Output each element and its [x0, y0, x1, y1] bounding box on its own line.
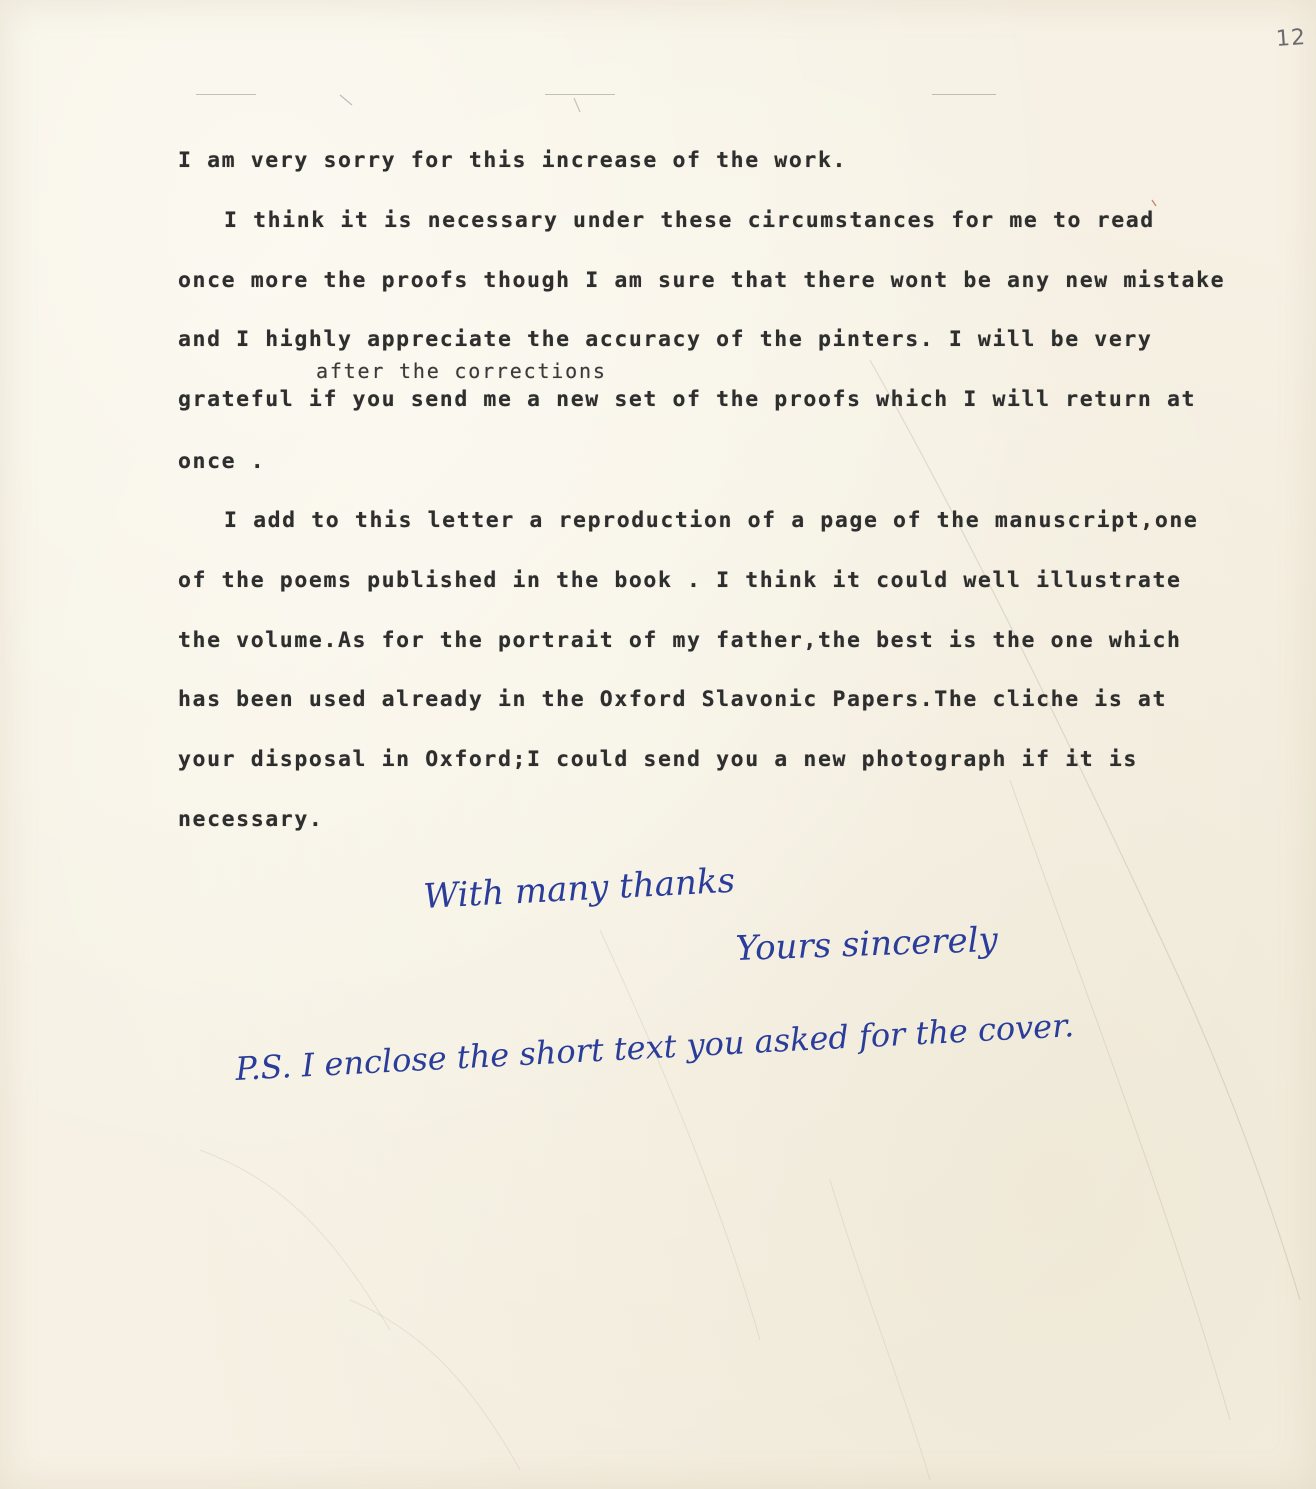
typed-line: I think it is necessary under these circumstances for me to read — [224, 208, 1155, 233]
handwritten-postscript: P.S. I enclose the short text you asked for the cover. — [234, 1006, 1075, 1088]
typed-line: the volume.As for the portrait of my father,the best is the one which — [178, 628, 1182, 653]
typed-line: your disposal in Oxford;I could send you a new photograph if it is — [178, 747, 1138, 772]
handwritten-signoff: Yours sincerely — [734, 919, 999, 969]
typed-line: once . — [178, 449, 266, 474]
typed-line: and I highly appreciate the accuracy of the pinters. I will be very — [178, 327, 1153, 352]
typed-line: necessary. — [178, 807, 324, 832]
typed-line: grateful if you send me a new set of the proofs which I will return at — [178, 387, 1197, 412]
typed-line: has been used already in the Oxford Slavonic Papers.The cliche is at — [178, 687, 1167, 712]
typed-line: of the poems published in the book . I think it could well illustrate — [178, 568, 1182, 593]
page-number: 12 — [1275, 24, 1307, 53]
typed-insertion: after the corrections — [316, 359, 607, 383]
handwritten-closing: With many thanks — [422, 860, 736, 917]
typed-line: I am very sorry for this increase of the work. — [178, 148, 848, 173]
typed-line: once more the proofs though I am sure that there wont be any new mistake — [178, 268, 1226, 293]
typed-line: I add to this letter a reproduction of a page of the manuscript,one — [224, 508, 1199, 533]
